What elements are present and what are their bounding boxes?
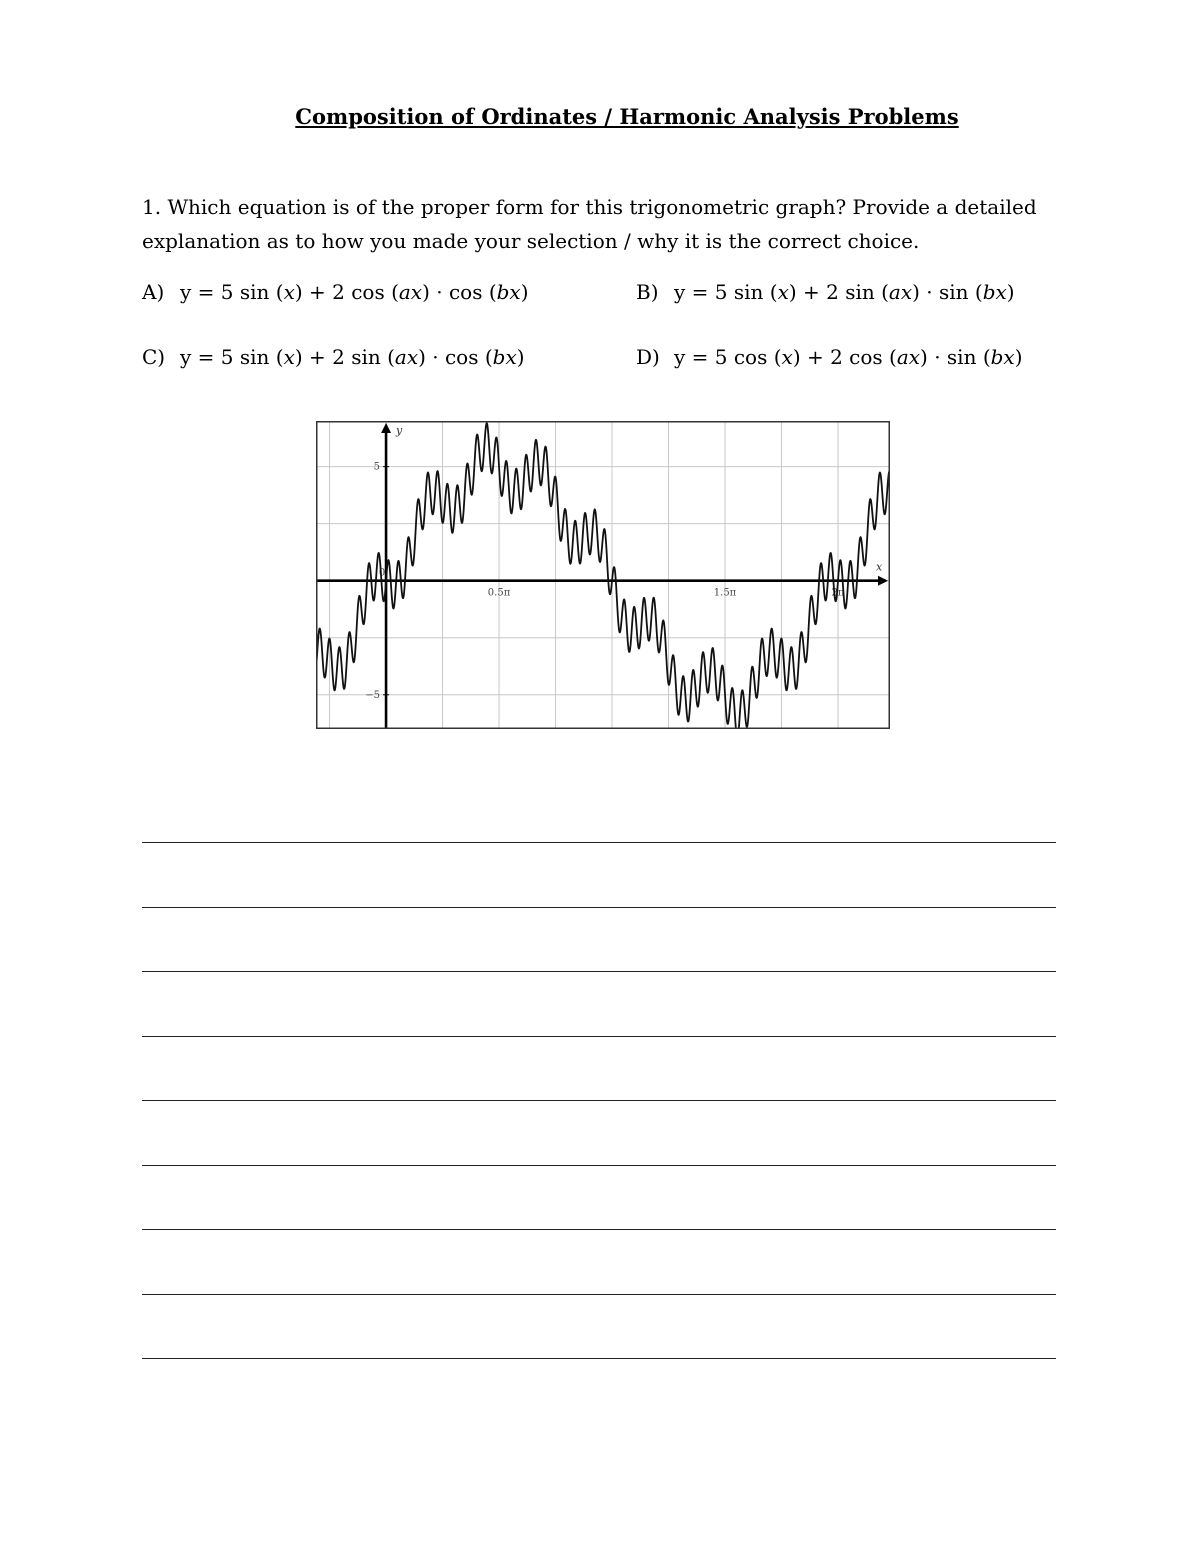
choice-c <box>142 345 525 369</box>
equation-part: ) <box>520 280 529 304</box>
graph-svg <box>316 421 890 729</box>
answer-line[interactable] <box>142 1100 1056 1101</box>
equation-variable: bx <box>982 280 1007 304</box>
x-tick-label: 2π <box>831 587 845 599</box>
choice-letter: A) <box>142 280 165 304</box>
y-tick-label: −5 <box>365 689 381 701</box>
series-curve <box>316 423 890 729</box>
equation-variable: ax <box>398 280 423 304</box>
equation-part: ) <box>516 345 525 369</box>
equation-variable: bx <box>496 280 521 304</box>
choice-letter: B) <box>636 280 659 304</box>
page-title: Composition of Ordinates / Harmonic Analysis Problems <box>295 104 959 129</box>
choice-a <box>142 280 529 304</box>
equation-part: ) + 2 sin ( <box>788 280 889 304</box>
y-axis-arrow-icon <box>381 423 391 433</box>
question-number: 1. <box>142 195 162 219</box>
trig-graph <box>316 421 890 729</box>
axes <box>316 423 888 729</box>
equation-variable: ax <box>394 345 419 369</box>
equation-part: y = 5 sin ( <box>674 280 778 304</box>
equation-part: ) + 2 sin ( <box>294 345 395 369</box>
answer-line[interactable] <box>142 1358 1056 1359</box>
answer-line[interactable] <box>142 1294 1056 1295</box>
equation-variable: x <box>283 280 295 304</box>
x-tick-label: 0 <box>378 567 386 579</box>
equation-variable: ax <box>896 345 921 369</box>
choice-letter: D) <box>636 345 660 369</box>
answer-line[interactable] <box>142 1229 1056 1230</box>
grid <box>316 421 890 729</box>
equation-part: y = 5 sin ( <box>180 345 284 369</box>
equation-variable: bx <box>990 345 1015 369</box>
x-axis-label: x <box>876 560 883 574</box>
equation-part: y = 5 sin ( <box>180 280 284 304</box>
question-text: Which equation is of the proper form for this trigonometric graph? Provide a detailed explanation as to how you made your selection / why it is the correct choice. <box>142 195 1037 253</box>
equation-variable: x <box>781 345 793 369</box>
equation-part: ) · cos ( <box>418 345 493 369</box>
answer-line[interactable] <box>142 842 1056 843</box>
equation-part: ) + 2 cos ( <box>792 345 897 369</box>
question-1 <box>142 190 1062 258</box>
equation-part: ) <box>1014 345 1023 369</box>
answer-line[interactable] <box>142 907 1056 908</box>
x-tick-label: 1.5π <box>713 587 737 599</box>
graph-frame <box>317 422 890 729</box>
x-tick-label: 0.5π <box>487 587 511 599</box>
equation-variable: x <box>283 345 295 369</box>
equation-part: ) <box>1006 280 1015 304</box>
equation-variable: x <box>777 280 789 304</box>
choice-b <box>636 280 1015 304</box>
choice-letter: C) <box>142 345 166 369</box>
y-tick-label: 5 <box>373 461 381 473</box>
answer-line[interactable] <box>142 1036 1056 1037</box>
equation-part: ) · sin ( <box>912 280 983 304</box>
equation-part: ) · sin ( <box>920 345 991 369</box>
equation-part: y = 5 cos ( <box>674 345 782 369</box>
x-axis-arrow-icon <box>878 576 888 586</box>
equation-part: ) · cos ( <box>422 280 497 304</box>
answer-line[interactable] <box>142 971 1056 972</box>
equation-part: ) + 2 cos ( <box>294 280 399 304</box>
choice-d <box>636 345 1023 369</box>
y-axis-label: y <box>396 424 403 437</box>
equation-variable: bx <box>492 345 517 369</box>
equation-variable: ax <box>888 280 913 304</box>
answer-line[interactable] <box>142 1165 1056 1166</box>
